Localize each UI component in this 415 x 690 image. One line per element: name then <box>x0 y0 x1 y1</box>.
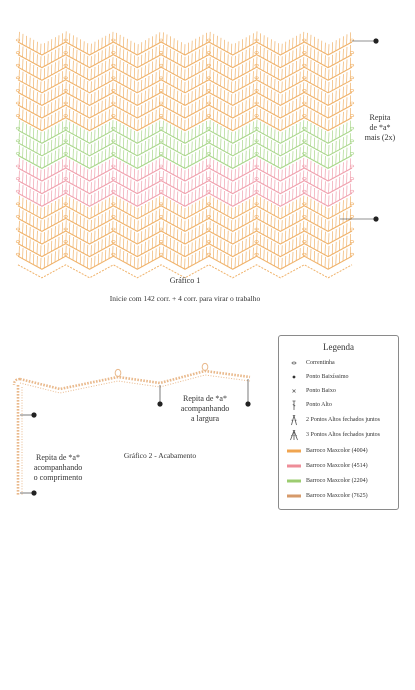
peak-chain <box>303 165 307 167</box>
length-repeat-note <box>22 453 94 483</box>
peak-chain <box>303 39 307 41</box>
peak-chain <box>303 190 307 192</box>
repeat-marker-dot <box>373 38 378 43</box>
peak-chain <box>112 253 116 255</box>
peak-chain <box>112 203 116 205</box>
slip-stitch-symbol-icon <box>287 371 301 383</box>
peak-chain <box>112 178 116 180</box>
peak-chain <box>112 77 116 79</box>
legend-label: Ponto Baixíssimo <box>306 374 349 380</box>
peak-chain <box>350 165 354 167</box>
peak-chain <box>112 152 116 154</box>
peak-chain <box>350 77 354 79</box>
repeat-note-line: Repita <box>369 113 391 122</box>
peak-chain <box>112 140 116 142</box>
legend-item-dc3tog <box>279 429 398 441</box>
dc3tog-symbol-icon <box>287 429 301 441</box>
chart2-caption: Gráfico 2 - Acabamento <box>123 451 197 460</box>
peak-chain <box>112 64 116 66</box>
chart1-caption: Gráfico 1 <box>169 276 201 285</box>
legend-item-yarn-4514 <box>279 460 398 472</box>
repeat-marker-dot <box>31 490 36 495</box>
repeat-marker-dot <box>245 401 250 406</box>
chain-symbol-icon <box>287 357 301 369</box>
peak-chain <box>303 241 307 243</box>
chart1-instruction: Inicie com 142 corr. + 4 corr. para virar o trabalho <box>109 294 261 303</box>
peak-chain <box>112 241 116 243</box>
legend-label: Ponto Baixo <box>306 388 336 394</box>
double-crochet-symbol-icon <box>287 399 301 411</box>
repeat-marker-dot <box>373 216 378 221</box>
repeat-marker-dot <box>31 412 36 417</box>
note-line: Repita de *a* <box>183 394 227 403</box>
legend-box <box>278 335 399 510</box>
peak-chain <box>303 115 307 117</box>
note-line: Repita de *a* <box>36 453 80 462</box>
peak-chain <box>112 127 116 129</box>
picot-loop <box>202 363 208 370</box>
peak-chain <box>350 89 354 91</box>
color-swatch-icon <box>287 460 301 472</box>
peak-chain <box>350 190 354 192</box>
peak-chain <box>303 89 307 91</box>
peak-chain <box>303 52 307 54</box>
peak-chain <box>350 228 354 230</box>
peak-chain <box>350 64 354 66</box>
legend-item-yarn-7625 <box>279 490 398 502</box>
legend-label: 2 Pontos Altos fechados juntos <box>306 417 381 423</box>
legend-item-yarn-4004 <box>279 445 398 457</box>
legend-label: 3 Pontos Altos fechados juntos <box>306 432 381 438</box>
legend-label: Barroco Maxcolor (4514) <box>306 463 368 469</box>
peak-chain <box>350 253 354 255</box>
peak-chain <box>303 215 307 217</box>
peak-chain <box>350 102 354 104</box>
peak-chain <box>350 241 354 243</box>
legend-item-single-crochet <box>279 385 398 397</box>
single-crochet-symbol-icon <box>287 385 301 397</box>
peak-chain <box>303 178 307 180</box>
peak-chain <box>350 178 354 180</box>
peak-chain <box>350 203 354 205</box>
edging-corner <box>14 379 20 385</box>
edging-top-edge <box>20 371 250 389</box>
note-line: a largura <box>190 414 220 423</box>
peak-chain <box>350 215 354 217</box>
legend-label: Barroco Maxcolor (4004) <box>306 448 368 454</box>
repeat-note-line: mais (2x) <box>364 133 396 142</box>
note-line: acompanhando <box>180 404 230 413</box>
legend-item-chain <box>279 357 398 369</box>
peak-chain <box>303 140 307 142</box>
color-swatch-icon <box>287 490 301 502</box>
legend-label: Barroco Maxcolor (2204) <box>306 478 368 484</box>
peak-chain <box>303 102 307 104</box>
edging-inner-row <box>20 375 250 393</box>
ripple-stitch-chart <box>0 0 415 320</box>
peak-chain <box>112 165 116 167</box>
repeat-note-line: de *a* <box>369 123 391 132</box>
peak-chain <box>350 52 354 54</box>
legend-item-yarn-2204 <box>279 475 398 487</box>
repeat-note <box>352 113 408 143</box>
note-line: acompanhando <box>33 463 83 472</box>
peak-chain <box>303 64 307 66</box>
peak-chain <box>350 152 354 154</box>
legend-title: Legenda <box>323 342 354 352</box>
peak-chain <box>303 152 307 154</box>
legend-item-double-crochet <box>279 399 398 411</box>
peak-chain <box>112 89 116 91</box>
color-swatch-icon <box>287 445 301 457</box>
peak-chain <box>303 253 307 255</box>
color-swatch-icon <box>287 475 301 487</box>
peak-chain <box>112 228 116 230</box>
width-repeat-note <box>170 394 240 424</box>
peak-chain <box>303 203 307 205</box>
peak-chain <box>112 102 116 104</box>
peak-chain <box>112 52 116 54</box>
peak-chain <box>112 190 116 192</box>
legend-label: Correntinha <box>306 360 335 366</box>
legend-item-slip-stitch <box>279 371 398 383</box>
peak-chain <box>112 39 116 41</box>
picot-loop <box>115 369 121 376</box>
chart1-rows <box>16 31 354 269</box>
peak-chain <box>303 77 307 79</box>
legend-label: Barroco Maxcolor (7625) <box>306 493 368 499</box>
dc2tog-symbol-icon <box>287 414 301 426</box>
repeat-marker-dot <box>157 401 162 406</box>
peak-chain <box>112 115 116 117</box>
peak-chain <box>303 228 307 230</box>
note-line: o comprimento <box>33 473 83 482</box>
legend-label: Ponto Alto <box>306 402 332 408</box>
peak-chain <box>112 215 116 217</box>
legend-item-dc2tog <box>279 414 398 426</box>
peak-chain <box>303 127 307 129</box>
